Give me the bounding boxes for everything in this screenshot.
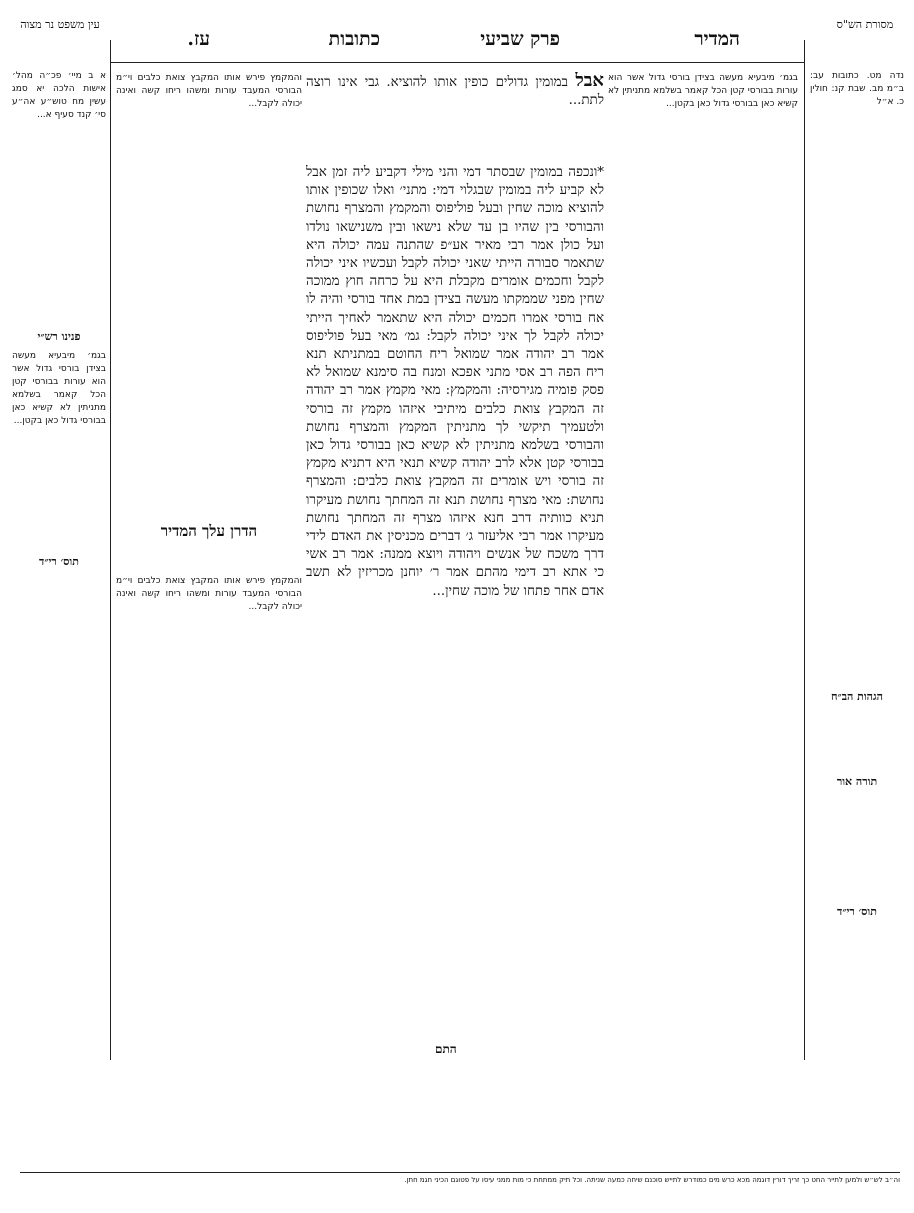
pninei-rashi-text: בגמ׳ מיבעיא מעשה בצידן בורסי גדול אשר הוא עורות בבורסי קטן הכל קאמר בשלמא מתניתין לא קשיא כאן בבורסי גדול כאן בקטן... <box>12 351 106 426</box>
chapter-label: פרק שביעי <box>480 28 560 50</box>
ein-mishpat-label: עין משפט נר מצוה <box>20 18 100 31</box>
page-header <box>20 18 900 62</box>
tosafot-rid-title-right: תוס׳ רי״ד <box>837 905 877 918</box>
torah-or-title: תורה אור <box>836 775 878 788</box>
lead-tail: במומין גדולים כופין אותו להוציא. גבי אינו רוצה לתת... <box>306 75 604 109</box>
gemara-main-text: *ונכפה במומין שבסתר דמי והני מילי דקביע ליה זמן אבל לא קביע ליה במומין שבגלוי דמי: מתני׳ ואלו שכופין אותו להוציא מוכה שחין ובעל פוליפוס והמקמץ והמצרף נחושת והבורסי בין שהיו בן עד שלא נישאו ובין משנישאו נולדו ועל כולן אמר רבי מאיר אע״פ שהתנה עמה יכולה היא שתאמר סבורה הייתי שאני יכולה לקבל ועכשיו איני יכולה לקבל וחכמים אומרים מקבלת היא על כרחה חוץ ממוכה שחין מפני שממקתו מעשה בצידן במת אחד בורסי והיה לו אח בורסי אמרו חכמים יכולה היא שתאמר לאחיך הייתי יכולה לקבל לך איני יכולה לקבל: גמ׳ מאי בעל פוליפוס אמר רב יהודה אמר שמואל ריח החוטם במתניתא תנא ריח הפה רב אסי מתני אפכא ומנח בה סימנא שמואל לא פסק פומיה מגירסיה: והמקמץ: מאי מקמץ אמר רב יהודה זה המקבץ צואת כלבים מיתיבי איזהו מקמץ זה בורסי ולטעמיך תיקשי לך מתניתין המקמץ והמצרף נחושת והבורסי בשלמא מתניתין לא קשיא כאן בבורסי גדול כאן בבורסי קטן אלא לרב יהודה קשיא תנאי היא דתניא מקמץ זה בורסי ויש אומרים זה המקבץ צואת כלבים: והמצרף נחושת: מאי מצרף נחושת תנא זה המחתך נחושת מעיקרו תניא כוותיה דרב חנא איזהו מצרף זה המחתך נחושת מעיקרו אמר רבי אליעזר ג׳ דברים מכניסין את האדם לידי דרך משכח של אנשים ויהודה ויוצא ממנה: אמר רב אשי כי אתא רב דימי מהתם אמר ר׳ יוחנן מכריזין לא תשב אדם אחר פתחו של מוכה שחין... <box>306 165 604 599</box>
hagahot-habach-title: הגהות הב״ח <box>831 690 883 703</box>
right-margin-rule <box>804 40 805 1060</box>
footnote-rule <box>20 1172 900 1173</box>
gemara-top-block <box>306 72 604 162</box>
footnote-text: וה״ב לש״ש ולמען לתייר החט כך זריך דורין דוגמה מכא כרש מים כמודרש לתייש סוכנם שיחה כמעה שניתה. וכל תיק ממתחת כי מות ממני עיסו על פטוגם הכיני חגמ חתן. <box>404 1176 900 1184</box>
ein-mishpat-text: א ב מיי׳ פכ״ה מהל׳ אישות הלכה יא סמג עשין מח טוש״ע אה״ע סי׳ קנד סעיף א... <box>12 71 106 120</box>
hadran-title: הדרן עלך המדיר <box>160 522 258 540</box>
mesoret-hashas-label: מסורת הש"ס <box>836 18 894 31</box>
gemara-catchword: התם <box>435 1042 457 1056</box>
page-number: עז. <box>187 28 210 50</box>
left-margin-rule <box>110 40 111 1060</box>
pninei-rashi-title: פנינו רש״י <box>37 330 81 343</box>
tractate-name: כתובות <box>328 28 380 50</box>
header-rule <box>110 62 804 63</box>
rashi-column: בגמ׳ מיבעיא מעשה בצידן בורסי גדול אשר הוא עורות בבורסי קטן הכל קאמר בשלמא מתניתין לא קשיא כאן בבורסי גדול כאן בקטן... <box>608 73 798 109</box>
lead-word: אבל <box>575 72 604 91</box>
tosafot-rid-title-left: תוס׳ רי״ד <box>39 555 79 568</box>
chapter-name: המדיר <box>694 28 740 50</box>
tosafot-upper-column: והמקמץ פירש אותו המקבץ צואת כלבים וי״מ הבורסי המעבד עורות ומשהו ריחו קשה ואינה יכולה לקבל... <box>116 73 302 109</box>
tosafot-lower-column: והמקמץ פירש אותו המקבץ צואת כלבים וי״מ הבורסי המעבד עורות ומשהו ריחו קשה ואינה יכולה לקבל... <box>116 576 302 612</box>
mesoret-hashas-text: נדה מט. כתובות עב: ב״מ מב. שבת קנ: חולין כ. א״ל <box>810 71 904 107</box>
